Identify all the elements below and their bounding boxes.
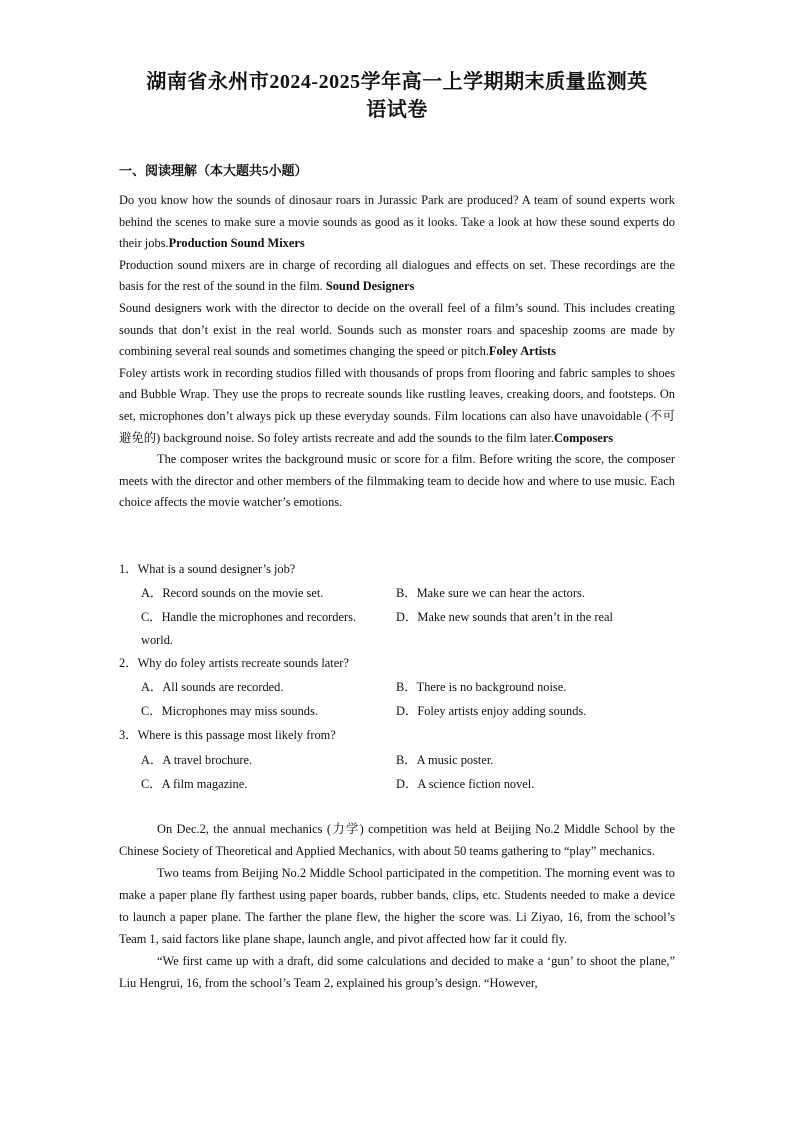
title-line-2: 语试卷	[366, 99, 428, 121]
heading-production-sound-mixers: Production Sound Mixers	[168, 236, 305, 251]
passage-2	[119, 818, 675, 994]
question-1-stem: 1．What is a sound designer’s job?	[119, 562, 296, 576]
question-2-option-c[interactable]: C．Microphones may miss sounds.	[141, 704, 318, 718]
passage-1-para-4: The composer writes the background music or score for a film. Before writing the score, the composer meets with the director and other members of the filmmaking team to decide how and where to use music. Each choice affects the movie watcher’s emotions.	[119, 452, 675, 510]
passage-2-para-3: “We first came up with a draft, did some calculations and decided to make a ‘gun’ to shoot the plane,” Liu Hengrui, 16, from the school’s Team 2, explained his group’s design. “However,	[119, 954, 675, 990]
question-2-option-b[interactable]: B．There is no background noise.	[396, 680, 567, 694]
question-2-option-d[interactable]: D．Foley artists enjoy adding sounds.	[396, 704, 587, 718]
question-3-stem: 3．Where is this passage most likely from?	[119, 728, 336, 742]
question-3-option-a[interactable]: A．A travel brochure.	[141, 753, 253, 767]
question-1-option-a[interactable]: A．Record sounds on the movie set.	[141, 586, 324, 600]
passage-1-para-1: Production sound mixers are in charge of recording all dialogues and effects on set. These recordings are the basis for the rest of the sound in the film.	[119, 257, 675, 294]
question-2-option-a[interactable]: A．All sounds are recorded.	[141, 680, 284, 694]
question-3-option-c[interactable]: C．A film magazine.	[141, 777, 248, 791]
heading-composers: Composers	[553, 430, 614, 445]
section-heading: 一、阅读理解（本大题共5小题）	[119, 163, 308, 178]
passage-2-para-2: Two teams from Beijing No.2 Middle School participated in the competition. The morning event was to make a paper plane fly farthest using paper boards, rubber bands, clips, etc. Students needed to make a device to launch a paper plane. The farther the plane flew, the higher the score was. Li Ziyao, 16, from the school’s Team 1, said factors like plane shape, launch angle, and pivot affected how far it could fly.	[119, 866, 675, 946]
question-1-option-d[interactable]: D．Make new sounds that aren’t in the real	[396, 610, 613, 624]
heading-foley-artists: Foley Artists	[488, 344, 557, 359]
document-title	[119, 68, 675, 124]
question-3-option-b[interactable]: B．A music poster.	[396, 753, 494, 767]
heading-sound-designers: Sound Designers	[325, 279, 415, 294]
title-line-1: 湖南省永州市2024-2025学年高一上学期期末质量监测英	[146, 71, 648, 93]
passage-1	[119, 190, 675, 514]
passage-1-para-3: Foley artists work in recording studios filled with thousands of props from flooring and fabric samples to shoes and Bubble Wrap. They use the props to recreate sounds like rustling leaves, creaking doors, and footsteps. On set, microphones don’t always pick up these everyday sounds. Film locations can also have unavoidable (不可避免的) background noise. So foley artists recreate and add the sounds to the film later.	[119, 365, 675, 445]
question-1-option-c[interactable]: C．Handle the microphones and recorders.	[141, 610, 357, 624]
question-1-option-d-continued: world.	[141, 633, 174, 647]
passage-1-para-2: Sound designers work with the director to decide on the overall feel of a film’s sound. This includes creating sounds that don’t exist in the real world. Sounds such as monster roars and spaceship zooms are made by combining several real sounds and sometimes changing the speed or pitch.	[119, 300, 675, 359]
passage-1-intro: Do you know how the sounds of dinosaur roars in Jurassic Park are produced? A team of sound experts work behind the scenes to make sure a movie sounds as good as it looks. Take a look at how these sound experts do their jobs.	[119, 193, 675, 251]
passage-2-para-1: On Dec.2, the annual mechanics (力学) competition was held at Beijing No.2 Middle School by the Chinese Society of Theoretical and Applied Mechanics, with about 50 teams gathering to “play” mechanics.	[119, 822, 675, 858]
question-2-stem: 2．Why do foley artists recreate sounds later?	[119, 656, 349, 670]
question-3-option-d[interactable]: D．A science fiction novel.	[396, 777, 535, 791]
question-1-option-b[interactable]: B．Make sure we can hear the actors.	[396, 586, 585, 600]
